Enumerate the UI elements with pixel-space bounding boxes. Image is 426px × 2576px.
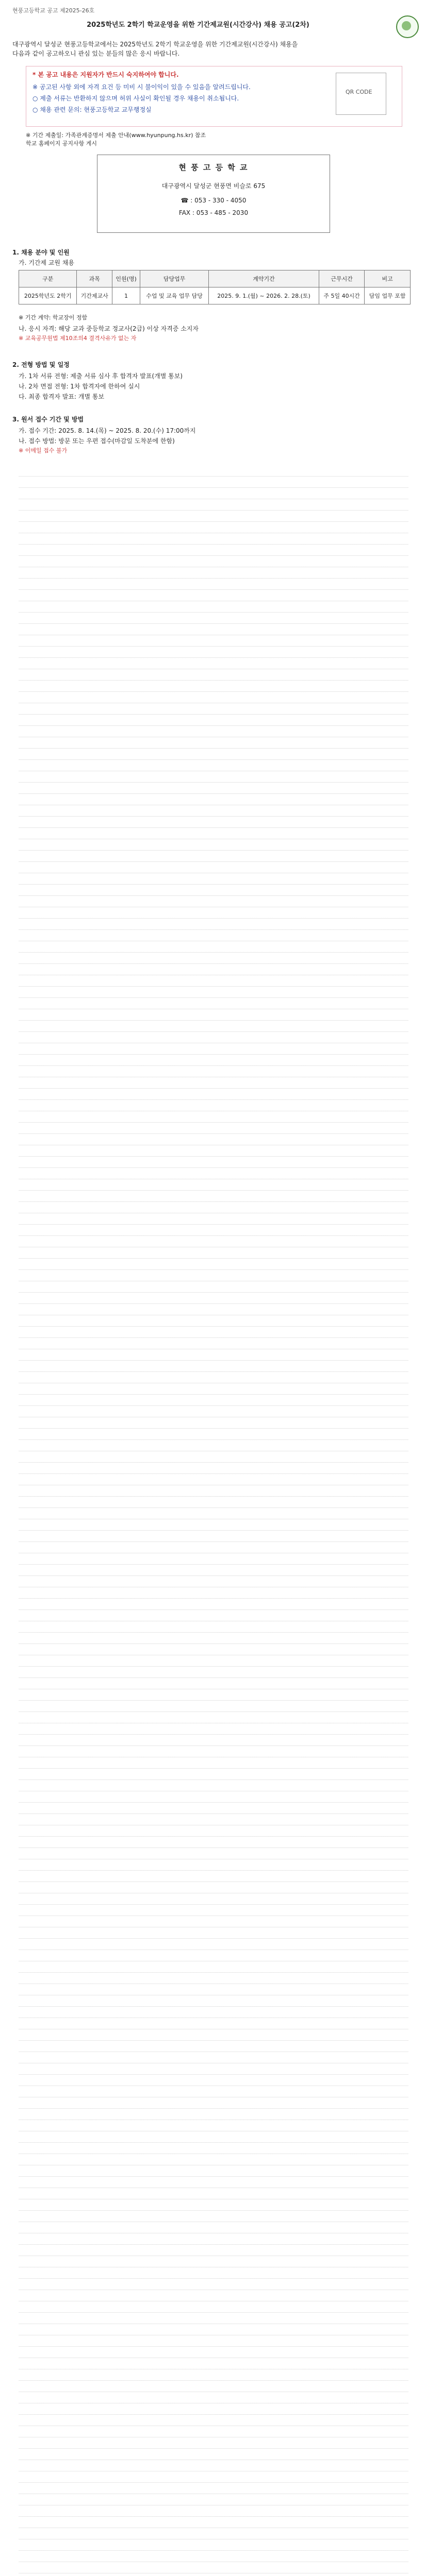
section-title: 3. 원서 접수 기간 및 방법 <box>12 416 84 423</box>
section-line: 가. 1차 서류 전형: 제출 서류 심사 후 합격자 발표(개별 통보) <box>19 372 183 380</box>
table-header: 계약기간 <box>209 270 319 287</box>
page-title: 2025학년도 2학기 학교운영을 위한 기간제교원(시간강사) 채용 공고(2차) <box>87 21 309 29</box>
table-header: 비고 <box>365 270 411 287</box>
table-cell: 기간제교사 <box>77 287 112 304</box>
table-header: 담당업무 <box>140 270 209 287</box>
table-cell: 담임 업무 포함 <box>365 287 411 304</box>
table-header: 과목 <box>77 270 112 287</box>
table-cell: 1 <box>112 287 140 304</box>
school-fax: FAX : 053 - 485 - 2030 <box>178 209 249 216</box>
section-note: ※ 기간 계약: 학교장이 정함 <box>19 314 88 321</box>
section-title: 1. 채용 분야 및 인원 <box>12 249 70 256</box>
section-sub: 가. 기간제 교원 채용 <box>19 259 74 266</box>
notice-number: 현풍고등학교 공고 제2025-26호 <box>12 7 95 14</box>
section-note: ※ 교육공무원법 제10조의4 결격사유가 없는 자 <box>19 335 137 342</box>
pre-note: ※ 기간 제출일: 가족관계증명서 제출 안내(www.hyunpung.hs.kr) 참조 <box>26 132 206 139</box>
notice-line: ○ 제출 서류는 반환하지 않으며 허위 사실이 확인될 경우 채용이 취소됩니다. <box>32 95 239 102</box>
school-name: 현 풍 고 등 학 교 <box>178 163 249 172</box>
section-line: 나. 2차 면접 전형: 1차 합격자에 한하여 실시 <box>19 383 140 390</box>
notice-line: ※ 공고된 사항 외에 자격 요건 등 미비 시 불이익이 있을 수 있음을 알려드립니다. <box>32 83 251 91</box>
section-line: 다. 최종 합격자 발표: 개별 통보 <box>19 393 105 400</box>
table-cell: 수업 및 교육 업무 담당 <box>140 287 209 304</box>
qr-code-icon: QR CODE <box>336 73 386 115</box>
school-address: 대구광역시 달성군 현풍면 비슬로 675 <box>161 182 266 190</box>
recruit-table <box>19 270 411 304</box>
school-emblem-icon <box>396 15 419 38</box>
body-text-region <box>19 469 408 2576</box>
table-cell: 2025. 9. 1.(월) ~ 2026. 2. 28.(토) <box>209 287 319 304</box>
section-title: 2. 전형 방법 및 일정 <box>12 361 70 368</box>
pre-note: 학교 홈페이지 공지사항 게시 <box>26 140 97 147</box>
table-header: 인원(명) <box>112 270 140 287</box>
intro-line: 다음과 같이 공고하오니 관심 있는 분들의 많은 응시 바랍니다. <box>12 50 180 57</box>
table-cell: 주 5일 40시간 <box>319 287 364 304</box>
intro-line: 대구광역시 달성군 현풍고등학교에서는 2025학년도 2학기 학교운영을 위한 기간제교원(시간강사) 채용을 <box>12 41 298 48</box>
section-line: 나. 접수 방법: 방문 또는 우편 접수(마감일 도착분에 한함) <box>19 437 175 445</box>
section-note: 나. 응시 자격: 해당 교과 중등학교 정교사(2급) 이상 자격증 소지자 <box>19 325 199 332</box>
school-info-box <box>97 155 330 233</box>
table-header: 구분 <box>19 270 77 287</box>
table-header: 근무시간 <box>319 270 364 287</box>
section-line: ※ 이메일 접수 불가 <box>19 447 68 454</box>
notice-line: * 본 공고 내용은 지원자가 반드시 숙지하여야 합니다. <box>32 71 179 78</box>
table-cell: 2025학년도 2학기 <box>19 287 77 304</box>
table-row <box>19 287 411 304</box>
school-tel: ☎ : 053 - 330 - 4050 <box>181 197 247 204</box>
notice-line: ○ 채용 관련 문의: 현풍고등학교 교무행정실 <box>32 106 152 113</box>
section-line: 가. 접수 기간: 2025. 8. 14.(목) ~ 2025. 8. 20.(수) 17:00까지 <box>19 427 196 434</box>
notice-box <box>26 66 402 127</box>
